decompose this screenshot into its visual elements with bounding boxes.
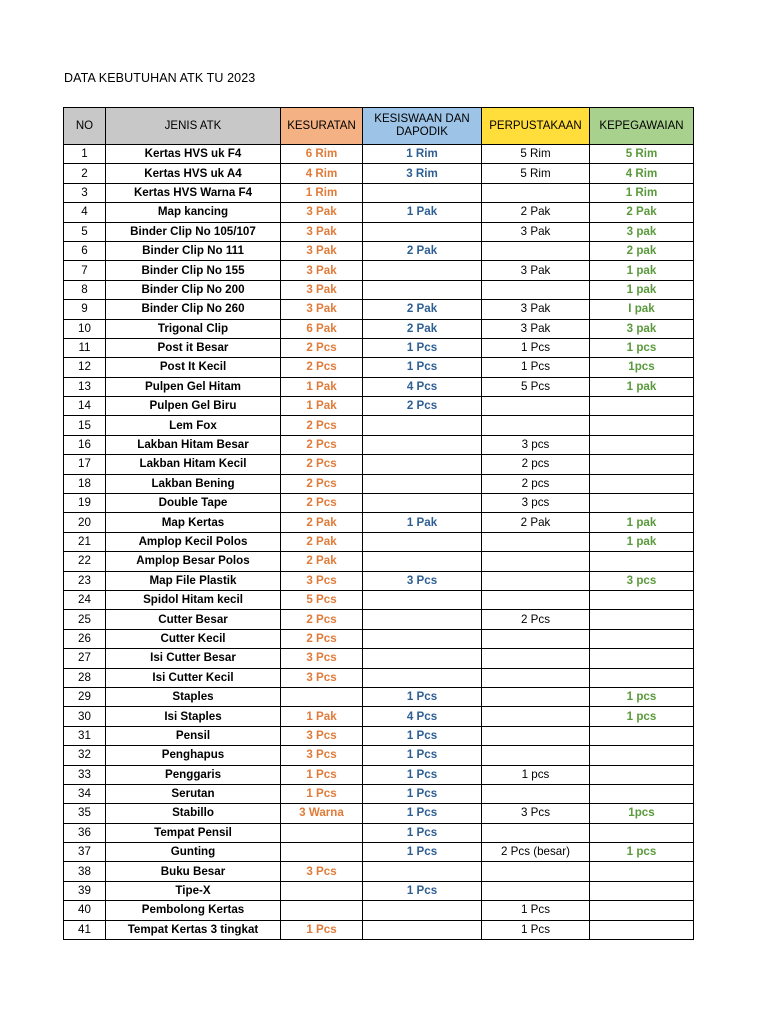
table-body <box>64 145 694 940</box>
table-row <box>64 687 694 706</box>
cell-kesuratan: 1 Pcs <box>281 784 363 803</box>
cell-perpustakaan <box>482 649 590 668</box>
cell-no: 16 <box>64 435 106 454</box>
cell-jenis-atk: Map Kertas <box>106 513 281 532</box>
cell-kesuratan: 2 Pcs <box>281 416 363 435</box>
cell-kesiswaan: 2 Pak <box>363 241 482 260</box>
cell-no: 28 <box>64 668 106 687</box>
cell-kesuratan: 4 Rim <box>281 164 363 183</box>
cell-kesiswaan <box>363 494 482 513</box>
table-row <box>64 222 694 241</box>
cell-perpustakaan <box>482 746 590 765</box>
cell-perpustakaan <box>482 241 590 260</box>
table-row <box>64 532 694 551</box>
header-jenis-atk: JENIS ATK <box>106 108 281 145</box>
table-row <box>64 649 694 668</box>
cell-jenis-atk: Staples <box>106 687 281 706</box>
header-kepegawaian: KEPEGAWAIAN <box>590 108 694 145</box>
atk-needs-table <box>63 107 694 940</box>
cell-perpustakaan: 2 Pak <box>482 513 590 532</box>
cell-jenis-atk: Pensil <box>106 726 281 745</box>
cell-kepegawaian <box>590 668 694 687</box>
cell-jenis-atk: Binder Clip No 155 <box>106 261 281 280</box>
table-row <box>64 377 694 396</box>
cell-kesiswaan <box>363 901 482 920</box>
cell-jenis-atk: Amplop Besar Polos <box>106 552 281 571</box>
cell-kesuratan: 3 Pcs <box>281 668 363 687</box>
cell-kesuratan: 2 Pcs <box>281 455 363 474</box>
cell-no: 15 <box>64 416 106 435</box>
cell-kesuratan: 3 Pcs <box>281 746 363 765</box>
cell-no: 1 <box>64 145 106 164</box>
table-row <box>64 474 694 493</box>
cell-kepegawaian <box>590 552 694 571</box>
cell-kepegawaian <box>590 862 694 881</box>
table-row <box>64 804 694 823</box>
cell-jenis-atk: Spidol Hitam kecil <box>106 590 281 609</box>
table-row <box>64 552 694 571</box>
table-row <box>64 862 694 881</box>
cell-kesiswaan <box>363 455 482 474</box>
cell-kesuratan: 2 Pcs <box>281 629 363 648</box>
cell-kepegawaian: 1 pak <box>590 513 694 532</box>
table-row <box>64 435 694 454</box>
cell-kesuratan <box>281 687 363 706</box>
cell-no: 20 <box>64 513 106 532</box>
cell-kepegawaian <box>590 610 694 629</box>
table-row <box>64 746 694 765</box>
cell-kepegawaian <box>590 881 694 900</box>
cell-kesiswaan <box>363 590 482 609</box>
cell-kesiswaan: 2 Pcs <box>363 397 482 416</box>
cell-kepegawaian <box>590 590 694 609</box>
cell-no: 22 <box>64 552 106 571</box>
cell-kesuratan: 2 Pcs <box>281 610 363 629</box>
cell-perpustakaan <box>482 784 590 803</box>
cell-perpustakaan <box>482 183 590 202</box>
cell-perpustakaan <box>482 532 590 551</box>
cell-kesiswaan: 4 Pcs <box>363 707 482 726</box>
header-no: NO <box>64 108 106 145</box>
cell-perpustakaan <box>482 726 590 745</box>
cell-perpustakaan <box>482 862 590 881</box>
cell-kesuratan: 1 Pak <box>281 707 363 726</box>
table-row <box>64 629 694 648</box>
cell-kesiswaan: 1 Pcs <box>363 358 482 377</box>
cell-perpustakaan: 3 pcs <box>482 435 590 454</box>
cell-no: 36 <box>64 823 106 842</box>
cell-no: 32 <box>64 746 106 765</box>
table-row <box>64 881 694 900</box>
cell-no: 24 <box>64 590 106 609</box>
cell-no: 12 <box>64 358 106 377</box>
table-row <box>64 571 694 590</box>
cell-perpustakaan <box>482 397 590 416</box>
cell-kesiswaan: 3 Rim <box>363 164 482 183</box>
cell-kesuratan: 3 Warna <box>281 804 363 823</box>
table-row <box>64 494 694 513</box>
cell-jenis-atk: Binder Clip No 200 <box>106 280 281 299</box>
cell-kesuratan: 2 Pak <box>281 513 363 532</box>
cell-kesiswaan <box>363 222 482 241</box>
cell-no: 5 <box>64 222 106 241</box>
cell-kesiswaan <box>363 261 482 280</box>
header-perpustakaan: PERPUSTAKAAN <box>482 108 590 145</box>
cell-jenis-atk: Gunting <box>106 843 281 862</box>
cell-kesiswaan <box>363 629 482 648</box>
cell-kesuratan: 3 Pcs <box>281 649 363 668</box>
cell-jenis-atk: Buku Besar <box>106 862 281 881</box>
table-row <box>64 397 694 416</box>
cell-perpustakaan: 2 Pak <box>482 203 590 222</box>
cell-no: 23 <box>64 571 106 590</box>
cell-kepegawaian: 1 pak <box>590 261 694 280</box>
cell-jenis-atk: Binder Clip No 260 <box>106 300 281 319</box>
cell-jenis-atk: Lakban Hitam Kecil <box>106 455 281 474</box>
cell-kepegawaian: I pak <box>590 300 694 319</box>
cell-jenis-atk: Tempat Kertas 3 tingkat <box>106 920 281 939</box>
cell-perpustakaan <box>482 552 590 571</box>
cell-kesiswaan <box>363 862 482 881</box>
cell-kesuratan: 3 Pak <box>281 222 363 241</box>
cell-kesuratan: 2 Pcs <box>281 474 363 493</box>
cell-jenis-atk: Serutan <box>106 784 281 803</box>
cell-kesiswaan <box>363 416 482 435</box>
cell-jenis-atk: Double Tape <box>106 494 281 513</box>
cell-kepegawaian: 4 Rim <box>590 164 694 183</box>
cell-kesiswaan: 1 Pak <box>363 203 482 222</box>
cell-jenis-atk: Isi Staples <box>106 707 281 726</box>
cell-kesiswaan: 3 Pcs <box>363 571 482 590</box>
table-row <box>64 513 694 532</box>
cell-kesiswaan: 1 Pak <box>363 513 482 532</box>
cell-perpustakaan <box>482 707 590 726</box>
cell-kesuratan: 2 Pak <box>281 552 363 571</box>
cell-kepegawaian: 5 Rim <box>590 145 694 164</box>
cell-perpustakaan <box>482 590 590 609</box>
table-row <box>64 145 694 164</box>
cell-kesiswaan: 1 Pcs <box>363 765 482 784</box>
cell-jenis-atk: Stabillo <box>106 804 281 823</box>
cell-no: 40 <box>64 901 106 920</box>
cell-kesuratan: 1 Pak <box>281 397 363 416</box>
cell-kepegawaian <box>590 726 694 745</box>
cell-jenis-atk: Kertas HVS Warna F4 <box>106 183 281 202</box>
cell-kesiswaan: 1 Pcs <box>363 746 482 765</box>
table-row <box>64 280 694 299</box>
cell-kepegawaian: 3 pak <box>590 222 694 241</box>
table-row <box>64 901 694 920</box>
cell-perpustakaan: 3 Pak <box>482 261 590 280</box>
cell-jenis-atk: Isi Cutter Kecil <box>106 668 281 687</box>
table-row <box>64 455 694 474</box>
cell-no: 41 <box>64 920 106 939</box>
cell-no: 17 <box>64 455 106 474</box>
cell-kesiswaan <box>363 649 482 668</box>
cell-kesiswaan: 1 Pcs <box>363 804 482 823</box>
cell-jenis-atk: Isi Cutter Besar <box>106 649 281 668</box>
cell-kesuratan: 3 Pak <box>281 203 363 222</box>
cell-no: 38 <box>64 862 106 881</box>
cell-kepegawaian <box>590 823 694 842</box>
cell-kesuratan: 3 Pak <box>281 300 363 319</box>
table-row <box>64 338 694 357</box>
cell-kepegawaian <box>590 416 694 435</box>
cell-perpustakaan <box>482 571 590 590</box>
cell-no: 18 <box>64 474 106 493</box>
cell-no: 19 <box>64 494 106 513</box>
cell-jenis-atk: Lakban Bening <box>106 474 281 493</box>
cell-kesiswaan <box>363 435 482 454</box>
cell-kesuratan: 2 Pcs <box>281 435 363 454</box>
cell-kepegawaian <box>590 494 694 513</box>
cell-kesuratan: 6 Pak <box>281 319 363 338</box>
cell-no: 6 <box>64 241 106 260</box>
cell-jenis-atk: Lakban Hitam Besar <box>106 435 281 454</box>
cell-kepegawaian: 1 pcs <box>590 687 694 706</box>
cell-kesiswaan: 1 Pcs <box>363 726 482 745</box>
cell-kepegawaian <box>590 474 694 493</box>
cell-no: 10 <box>64 319 106 338</box>
cell-kepegawaian: 1 pcs <box>590 843 694 862</box>
cell-perpustakaan: 1 Pcs <box>482 920 590 939</box>
cell-perpustakaan <box>482 629 590 648</box>
cell-kepegawaian: 3 pak <box>590 319 694 338</box>
cell-kepegawaian: 1pcs <box>590 358 694 377</box>
cell-perpustakaan <box>482 668 590 687</box>
cell-perpustakaan: 3 Pak <box>482 300 590 319</box>
cell-kepegawaian: 1 pak <box>590 377 694 396</box>
table-row <box>64 164 694 183</box>
cell-kepegawaian <box>590 920 694 939</box>
cell-no: 35 <box>64 804 106 823</box>
cell-no: 4 <box>64 203 106 222</box>
cell-kesuratan: 3 Pcs <box>281 726 363 745</box>
cell-jenis-atk: Map kancing <box>106 203 281 222</box>
cell-no: 2 <box>64 164 106 183</box>
cell-kepegawaian <box>590 765 694 784</box>
cell-perpustakaan <box>482 881 590 900</box>
cell-jenis-atk: Amplop Kecil Polos <box>106 532 281 551</box>
cell-jenis-atk: Cutter Kecil <box>106 629 281 648</box>
cell-kesuratan <box>281 901 363 920</box>
table-row <box>64 765 694 784</box>
cell-no: 37 <box>64 843 106 862</box>
table-row <box>64 183 694 202</box>
cell-kesiswaan: 1 Pcs <box>363 338 482 357</box>
cell-jenis-atk: Tipe-X <box>106 881 281 900</box>
cell-perpustakaan: 1 Pcs <box>482 358 590 377</box>
cell-no: 31 <box>64 726 106 745</box>
table-row <box>64 261 694 280</box>
cell-kesuratan: 1 Pcs <box>281 920 363 939</box>
cell-jenis-atk: Pulpen Gel Hitam <box>106 377 281 396</box>
table-row <box>64 920 694 939</box>
cell-kepegawaian: 1 pak <box>590 532 694 551</box>
cell-jenis-atk: Lem Fox <box>106 416 281 435</box>
cell-jenis-atk: Pembolong Kertas <box>106 901 281 920</box>
cell-perpustakaan: 3 Pcs <box>482 804 590 823</box>
cell-perpustakaan: 3 Pak <box>482 319 590 338</box>
cell-perpustakaan: 5 Rim <box>482 164 590 183</box>
cell-kesuratan: 1 Pak <box>281 377 363 396</box>
cell-kepegawaian <box>590 901 694 920</box>
cell-no: 33 <box>64 765 106 784</box>
cell-kepegawaian: 1 Rim <box>590 183 694 202</box>
table-header-row <box>64 108 694 145</box>
cell-kepegawaian <box>590 397 694 416</box>
cell-jenis-atk: Binder Clip No 111 <box>106 241 281 260</box>
cell-no: 29 <box>64 687 106 706</box>
cell-kepegawaian <box>590 784 694 803</box>
table-row <box>64 707 694 726</box>
cell-perpustakaan: 3 Pak <box>482 222 590 241</box>
cell-jenis-atk: Post it Besar <box>106 338 281 357</box>
cell-jenis-atk: Penghapus <box>106 746 281 765</box>
table-row <box>64 843 694 862</box>
cell-jenis-atk: Cutter Besar <box>106 610 281 629</box>
cell-kesuratan: 5 Pcs <box>281 590 363 609</box>
cell-kesiswaan: 1 Pcs <box>363 843 482 862</box>
cell-kesuratan: 2 Pcs <box>281 358 363 377</box>
cell-perpustakaan: 1 pcs <box>482 765 590 784</box>
cell-jenis-atk: Penggaris <box>106 765 281 784</box>
cell-perpustakaan: 5 Rim <box>482 145 590 164</box>
cell-no: 25 <box>64 610 106 629</box>
cell-kesuratan: 2 Pak <box>281 532 363 551</box>
cell-no: 9 <box>64 300 106 319</box>
cell-kepegawaian <box>590 435 694 454</box>
cell-kesuratan: 3 Pak <box>281 241 363 260</box>
header-kesuratan: KESURATAN <box>281 108 363 145</box>
cell-no: 30 <box>64 707 106 726</box>
cell-kesiswaan: 1 Pcs <box>363 823 482 842</box>
table-row <box>64 203 694 222</box>
cell-kepegawaian <box>590 649 694 668</box>
cell-jenis-atk: Pulpen Gel Biru <box>106 397 281 416</box>
cell-kesuratan: 3 Pak <box>281 280 363 299</box>
cell-perpustakaan <box>482 823 590 842</box>
table-row <box>64 590 694 609</box>
cell-no: 26 <box>64 629 106 648</box>
cell-kesuratan: 2 Pcs <box>281 494 363 513</box>
cell-no: 14 <box>64 397 106 416</box>
cell-perpustakaan: 2 pcs <box>482 474 590 493</box>
table-row <box>64 668 694 687</box>
cell-perpustakaan: 1 Pcs <box>482 338 590 357</box>
cell-kesuratan: 6 Rim <box>281 145 363 164</box>
header-kesiswaan-dapodik: KESISWAAN DAN DAPODIK <box>363 108 482 145</box>
cell-kesiswaan <box>363 474 482 493</box>
cell-jenis-atk: Kertas HVS uk F4 <box>106 145 281 164</box>
cell-kesiswaan <box>363 920 482 939</box>
cell-kesiswaan <box>363 532 482 551</box>
cell-kepegawaian: 2 Pak <box>590 203 694 222</box>
cell-kepegawaian: 1 pak <box>590 280 694 299</box>
cell-kesiswaan <box>363 280 482 299</box>
cell-kesuratan <box>281 823 363 842</box>
cell-jenis-atk: Tempat Pensil <box>106 823 281 842</box>
cell-kesiswaan: 1 Rim <box>363 145 482 164</box>
cell-kesuratan: 1 Pcs <box>281 765 363 784</box>
cell-kesiswaan: 4 Pcs <box>363 377 482 396</box>
cell-kesuratan <box>281 881 363 900</box>
cell-perpustakaan: 2 Pcs <box>482 610 590 629</box>
cell-jenis-atk: Map File Plastik <box>106 571 281 590</box>
cell-kesuratan <box>281 843 363 862</box>
cell-kesiswaan: 1 Pcs <box>363 687 482 706</box>
table-row <box>64 784 694 803</box>
cell-kesiswaan <box>363 668 482 687</box>
cell-no: 21 <box>64 532 106 551</box>
cell-kepegawaian: 1 pcs <box>590 338 694 357</box>
table-row <box>64 823 694 842</box>
cell-kesiswaan: 2 Pak <box>363 319 482 338</box>
cell-kesiswaan: 1 Pcs <box>363 881 482 900</box>
table-row <box>64 416 694 435</box>
cell-no: 8 <box>64 280 106 299</box>
cell-kesiswaan <box>363 183 482 202</box>
cell-kepegawaian: 3 pcs <box>590 571 694 590</box>
cell-jenis-atk: Trigonal Clip <box>106 319 281 338</box>
cell-kesuratan: 3 Pcs <box>281 862 363 881</box>
cell-perpustakaan: 2 pcs <box>482 455 590 474</box>
cell-no: 11 <box>64 338 106 357</box>
cell-kesuratan: 3 Pcs <box>281 571 363 590</box>
cell-jenis-atk: Kertas HVS uk A4 <box>106 164 281 183</box>
cell-no: 3 <box>64 183 106 202</box>
cell-kesiswaan: 2 Pak <box>363 300 482 319</box>
cell-no: 27 <box>64 649 106 668</box>
cell-perpustakaan <box>482 416 590 435</box>
cell-jenis-atk: Post It Kecil <box>106 358 281 377</box>
cell-perpustakaan <box>482 280 590 299</box>
cell-perpustakaan <box>482 687 590 706</box>
cell-kepegawaian <box>590 455 694 474</box>
cell-kesuratan: 2 Pcs <box>281 338 363 357</box>
cell-kesiswaan <box>363 610 482 629</box>
cell-no: 13 <box>64 377 106 396</box>
cell-kepegawaian: 1 pcs <box>590 707 694 726</box>
cell-kesuratan: 3 Pak <box>281 261 363 280</box>
table-row <box>64 726 694 745</box>
cell-no: 7 <box>64 261 106 280</box>
cell-kepegawaian <box>590 746 694 765</box>
cell-kesiswaan: 1 Pcs <box>363 784 482 803</box>
table-row <box>64 319 694 338</box>
table-row <box>64 358 694 377</box>
cell-perpustakaan: 5 Pcs <box>482 377 590 396</box>
cell-kepegawaian: 2 pak <box>590 241 694 260</box>
cell-perpustakaan: 1 Pcs <box>482 901 590 920</box>
cell-no: 39 <box>64 881 106 900</box>
cell-kepegawaian: 1pcs <box>590 804 694 823</box>
table-row <box>64 610 694 629</box>
cell-kepegawaian <box>590 629 694 648</box>
table-row <box>64 300 694 319</box>
table-row <box>64 241 694 260</box>
cell-perpustakaan: 2 Pcs (besar) <box>482 843 590 862</box>
document-title: DATA KEBUTUHAN ATK TU 2023 <box>64 71 256 85</box>
cell-jenis-atk: Binder Clip No 105/107 <box>106 222 281 241</box>
cell-kesuratan: 1 Rim <box>281 183 363 202</box>
cell-no: 34 <box>64 784 106 803</box>
cell-perpustakaan: 3 pcs <box>482 494 590 513</box>
cell-kesiswaan <box>363 552 482 571</box>
